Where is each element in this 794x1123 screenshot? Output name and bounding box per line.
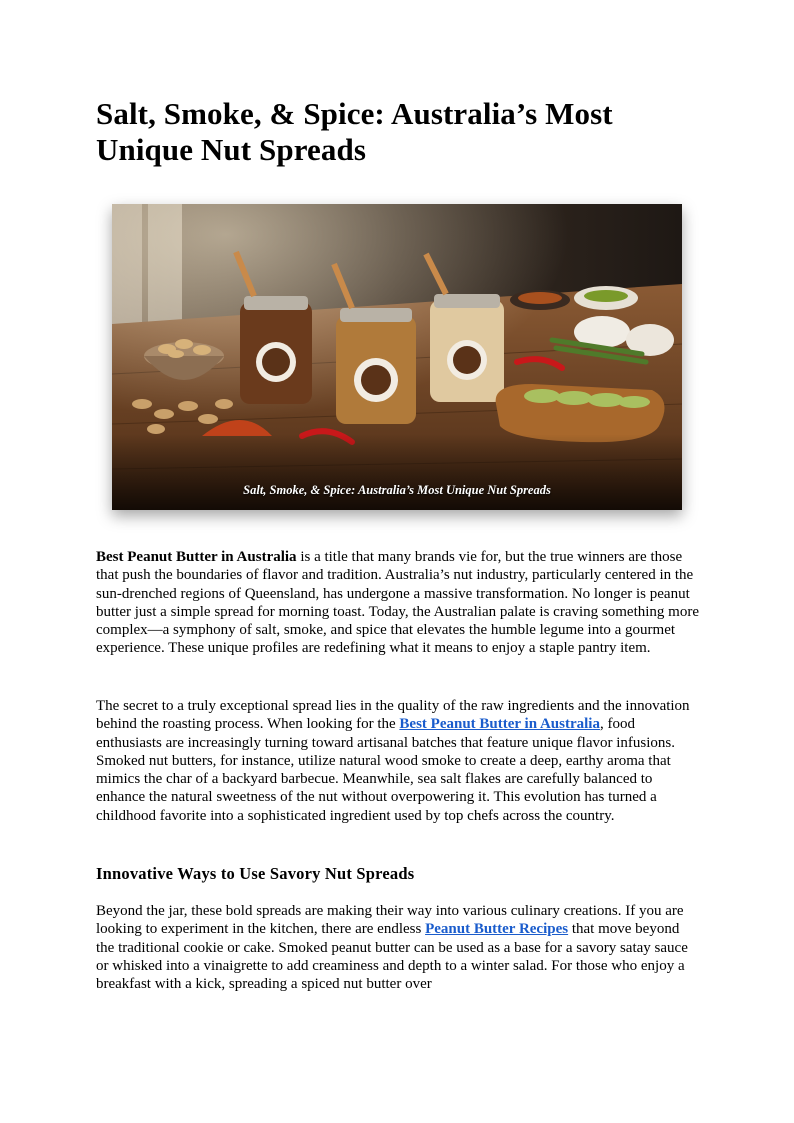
hero-caption: Salt, Smoke, & Spice: Australia’s Most Unique Nut Spreads <box>243 483 551 497</box>
paragraph-beyond <box>96 902 700 993</box>
secret-text-after: , food enthusiasts are increasingly turning toward artisanal batches that feature unique flavor infusions. Smoked nut butters, for instance, utilize natural wood smoke to create a deep, earthy aroma that mimics the char of a backyard barbecue. Meanwhile, sea salt flakes are carefully balanced to enhance the natural sweetness of the nut without overpowering it. This evolution has turned a childhood favorite into a sophisticated ingredient used by top chefs across the country. <box>96 716 675 824</box>
hero-image <box>112 204 682 510</box>
paragraph-intro <box>96 548 700 658</box>
paragraph-secret <box>96 697 700 825</box>
hero-illustration <box>112 204 682 510</box>
intro-text: is a title that many brands vie for, but the true winners are those that push the boundaries of flavor and tradition. Australia’s nut industry, particularly centered in the sun-drenched regions of Queensland, has undergone a massive transformation. No longer is peanut butter just a simple spread for morning toast. Today, the Australian palate is craving something more complex—a symphony of salt, smoke, and spice that elevates the humble legume into a gourmet experience. These unique profiles are redefining what it means to enjoy a staple pantry item. <box>96 549 699 657</box>
best-peanut-butter-link[interactable]: Best Peanut Butter in Australia <box>399 716 600 733</box>
secret-text-before: The secret to a truly exceptional spread lies in the quality of the raw ingredients and the innovation behind the roasting process. When looking for the <box>96 698 690 733</box>
beyond-text-after: that move beyond the traditional cookie or cake. Smoked peanut butter can be used as a base for a savory satay sauce or whisked into a vinaigrette to add creaminess and depth to a winter salad. For those who enjoy a breakfast with a kick, spreading a spiced nut butter over <box>96 921 688 993</box>
intro-bold-lead: Best Peanut Butter in Australia <box>96 549 297 565</box>
beyond-text-before: Beyond the jar, these bold spreads are making their way into various culinary creations. If you are looking to experiment in the kitchen, there are endless <box>96 903 684 938</box>
section-heading: Innovative Ways to Use Savory Nut Spreads <box>96 864 415 883</box>
page-title: Salt, Smoke, & Spice: Australia’s Most Unique Nut Spreads <box>96 96 613 167</box>
peanut-butter-recipes-link[interactable]: Peanut Butter Recipes <box>425 921 569 938</box>
